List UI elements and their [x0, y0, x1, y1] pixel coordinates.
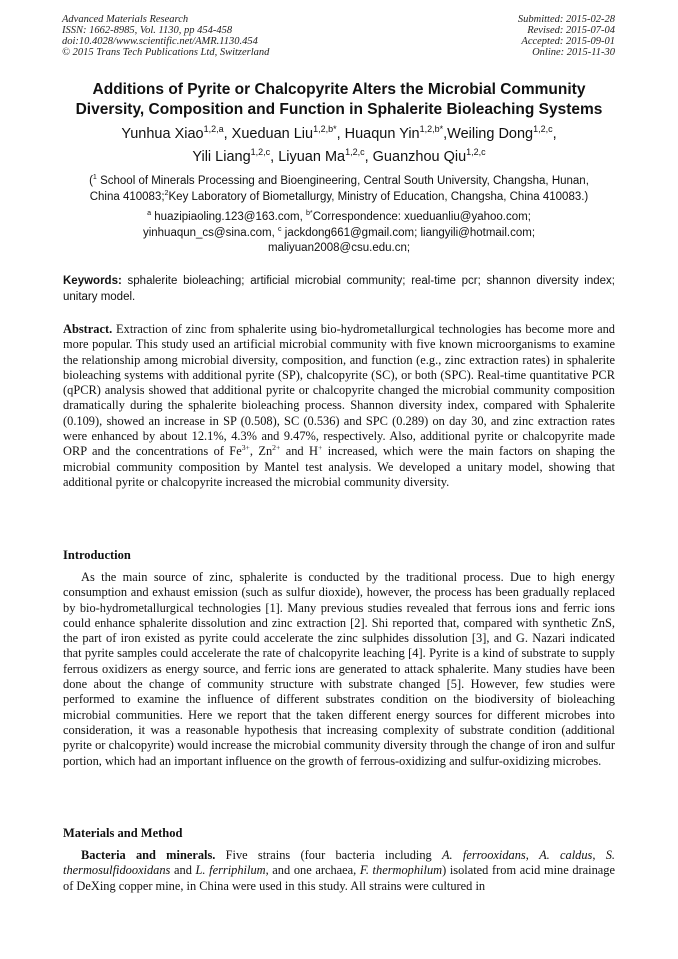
introduction-heading: Introduction	[63, 548, 131, 562]
author-affil-sup: 1,2,b*	[419, 124, 444, 135]
author-affil-sup: 1,2,b*	[313, 124, 337, 135]
date-accepted: Accepted: 2015-09-01	[521, 36, 615, 47]
email-line-3: maliyuan2008@csu.edu.cn;	[267, 242, 411, 254]
author-line-2	[20, 146, 658, 169]
paragraph-text: ) isolated from acid mine drainage of DeXing copper mine, in China were used in this study. All strains were cultured in	[63, 863, 616, 893]
abstract-text: Extraction of zinc from sphalerite using bio-hydrometallurgical technologies has become more and more popular. This study used an artificial microbial community with five known microorganisms to examine the relationship among microbial diversity, composition, and function (e.g., zinc extraction rates) in sphalerite bioleaching systems with additional pyrite (SP), chalcopyrite (SC), or both (SPC). Real-time quantitative PCR (qPCR) analysis showed that additional pyrite or chalcopyrite changed the microbial community composition dramatically during the sphalerite bioleaching process. Shannon diversity index, compared with Sphalerite (0.109), showed an increase in SP (0.508), SC (0.536) and SPC (0.289) on day 30, and zinc extraction rates were enhanced by about 12.1%, 4.3% and 9.47%, respectively. Also, additional pyrite or chalcopyrite made ORP and the concentrations of Fe	[63, 322, 615, 459]
keywords	[63, 274, 615, 305]
author-name: Yili Liang	[192, 149, 251, 165]
introduction-paragraph: As the main source of zinc, sphalerite is conducted by the traditional process. Due to high energy consumption and exhaust emission (such as sulfur dioxide), however, the process has been gradually replaced by bio-hydrometallurgical technologies [1]. Many previous studies revealed that ferrous ions and ferric ions could enhance sphalerite dissolution and zinc extraction [2]. Shi reported that, compared with synthetic ZnS, the part of iron existed as pyrite could accelerate the zinc sulphides dissolution [3], and G. Nazari indicated that pyrite samples could accelerate the rate of chalcopyrite leaching [4]. Pyrite is a kind of substrate to supply ferrous oxidizers as energy source, and ferric ions are generated to attack sphalerite. Many studies have been done about the change of community structure with substrate changed [5]. However, few studies were performed to examine the influence of different substrates condition on the biodiversity of bioleaching microbial communities. Here we report that the taken different energy sources for different microbes into consideration, it was a reasonable hypothesis that increasing complexity of substrate condition (additional pyrite or chalcopyrite) would increase the microbial community diversity through the change of iron and sulfur portion, which had an important influence on the growth of ferrous-oxidizing and sulfur-oxidizing microbes.	[63, 570, 615, 768]
species-name: L. ferriphilum	[195, 863, 266, 878]
affil-sup-2: 2	[164, 188, 169, 197]
email-sup-a: a	[147, 209, 152, 218]
journal-doi: doi:10.4028/www.scientific.net/AMR.1130.454	[62, 36, 258, 47]
author-sep: ,	[552, 126, 557, 142]
date-online: Online: 2015-11-30	[532, 47, 615, 58]
author-sep: ,	[364, 149, 373, 165]
abstract-text: and H	[280, 444, 318, 459]
paper-title	[30, 80, 648, 120]
keywords-label: Keywords:	[63, 275, 122, 287]
title-line-2: Diversity, Composition and Function in Sphalerite Bioleaching Systems	[75, 101, 603, 118]
paragraph-text: ,	[525, 848, 540, 862]
species-name: F. thermophilum	[359, 863, 443, 878]
author-affil-sup: 1,2,c	[250, 147, 271, 158]
abstract-text: , Zn	[249, 444, 273, 459]
affil-open-paren: (	[89, 175, 93, 187]
affiliation-1-cont: China 410083;	[89, 190, 165, 203]
email-correspondence: Correspondence: xueduanliu@yahoo.com;	[312, 211, 531, 223]
species-name: S. thermosulfidooxidans	[63, 848, 615, 878]
species-name: A. ferrooxidans	[441, 848, 526, 862]
author-sep: ,	[443, 126, 448, 142]
keywords-text: sphalerite bioleaching; artificial microbial community; real-time pcr; shannon diversity index; unitary model.	[63, 275, 615, 303]
author-affil-sup: 1,2,c	[533, 124, 553, 135]
author-sep: ,	[223, 126, 232, 142]
abstract-text: increased, which were the main factors on shaping the microbial community composition by Mantel test analysis. We developed a unitary model, showing that additional pyrite or chalcopyrite increased the microbial community diversity.	[63, 444, 615, 489]
date-revised: Revised: 2015-07-04	[527, 25, 615, 36]
author-name: Liyuan Ma	[278, 149, 346, 165]
author-line-1	[20, 123, 658, 146]
email-c-list: jackdong661@gmail.com; liangyili@hotmail.com;	[281, 226, 536, 239]
author-list	[20, 123, 658, 169]
journal-issn: ISSN: 1662-8985, Vol. 1130, pp 454-458	[62, 25, 233, 36]
materials-heading: Materials and Method	[63, 826, 183, 840]
email-a: huazipiaoling.123@163.com,	[151, 211, 306, 223]
author-name: Xueduan Liu	[231, 126, 314, 142]
affiliation-line-2	[30, 190, 648, 206]
author-name: Guanzhou Qiu	[372, 149, 467, 165]
paragraph-text: ,	[592, 848, 606, 862]
h-charge-sup: +	[318, 443, 323, 453]
email-yin: yinhuaqun_cs@sina.com,	[142, 226, 279, 239]
author-name: Weiling Dong	[447, 126, 534, 142]
journal-name: Advanced Materials Research	[62, 14, 189, 25]
affiliation-2: Key Laboratory of Biometallurgy, Ministry of Education, Changsha, China 410083.)	[168, 190, 589, 203]
affil-sup-1: 1	[92, 173, 97, 182]
paragraph-text: , and one archaea,	[265, 863, 360, 878]
author-affil-sup: 1,2,a	[203, 124, 224, 135]
email-line-2	[30, 226, 648, 242]
fe-charge-sup: 3+	[241, 443, 250, 453]
paragraph-text: and	[170, 863, 196, 878]
author-name: Huaqun Yin	[344, 126, 420, 142]
abstract-label: Abstract.	[63, 322, 113, 336]
author-sep: ,	[270, 149, 279, 165]
email-sup-b: b*	[305, 209, 313, 218]
bacteria-minerals-label: Bacteria and minerals.	[81, 848, 216, 862]
abstract	[63, 322, 615, 490]
zn-charge-sup: 2+	[272, 443, 281, 453]
date-submitted: Submitted: 2015-02-28	[517, 14, 615, 25]
author-affil-sup: 1,2,c	[345, 147, 365, 158]
email-sup-c: c	[278, 224, 282, 233]
journal-header-right	[518, 14, 615, 58]
author-sep: ,	[336, 126, 345, 142]
journal-copyright: © 2015 Trans Tech Publications Ltd, Switzerland	[62, 47, 270, 58]
title-line-1: Additions of Pyrite or Chalcopyrite Alters the Microbial Community	[92, 81, 586, 98]
author-emails	[30, 210, 648, 257]
author-affil-sup: 1,2,c	[466, 147, 486, 158]
paragraph-text: Five strains (four bacteria including	[215, 848, 442, 862]
affiliations	[30, 174, 648, 205]
email-line-1	[30, 210, 648, 226]
journal-header-left	[62, 14, 269, 58]
affiliation-1: School of Minerals Processing and Bioengineering, Central South University, Changsha, Hunan,	[96, 175, 589, 187]
species-name: A. caldus	[539, 848, 593, 862]
affiliation-line-1	[30, 174, 648, 190]
bacteria-minerals-paragraph	[63, 848, 615, 894]
author-name: Yunhua Xiao	[121, 126, 204, 142]
